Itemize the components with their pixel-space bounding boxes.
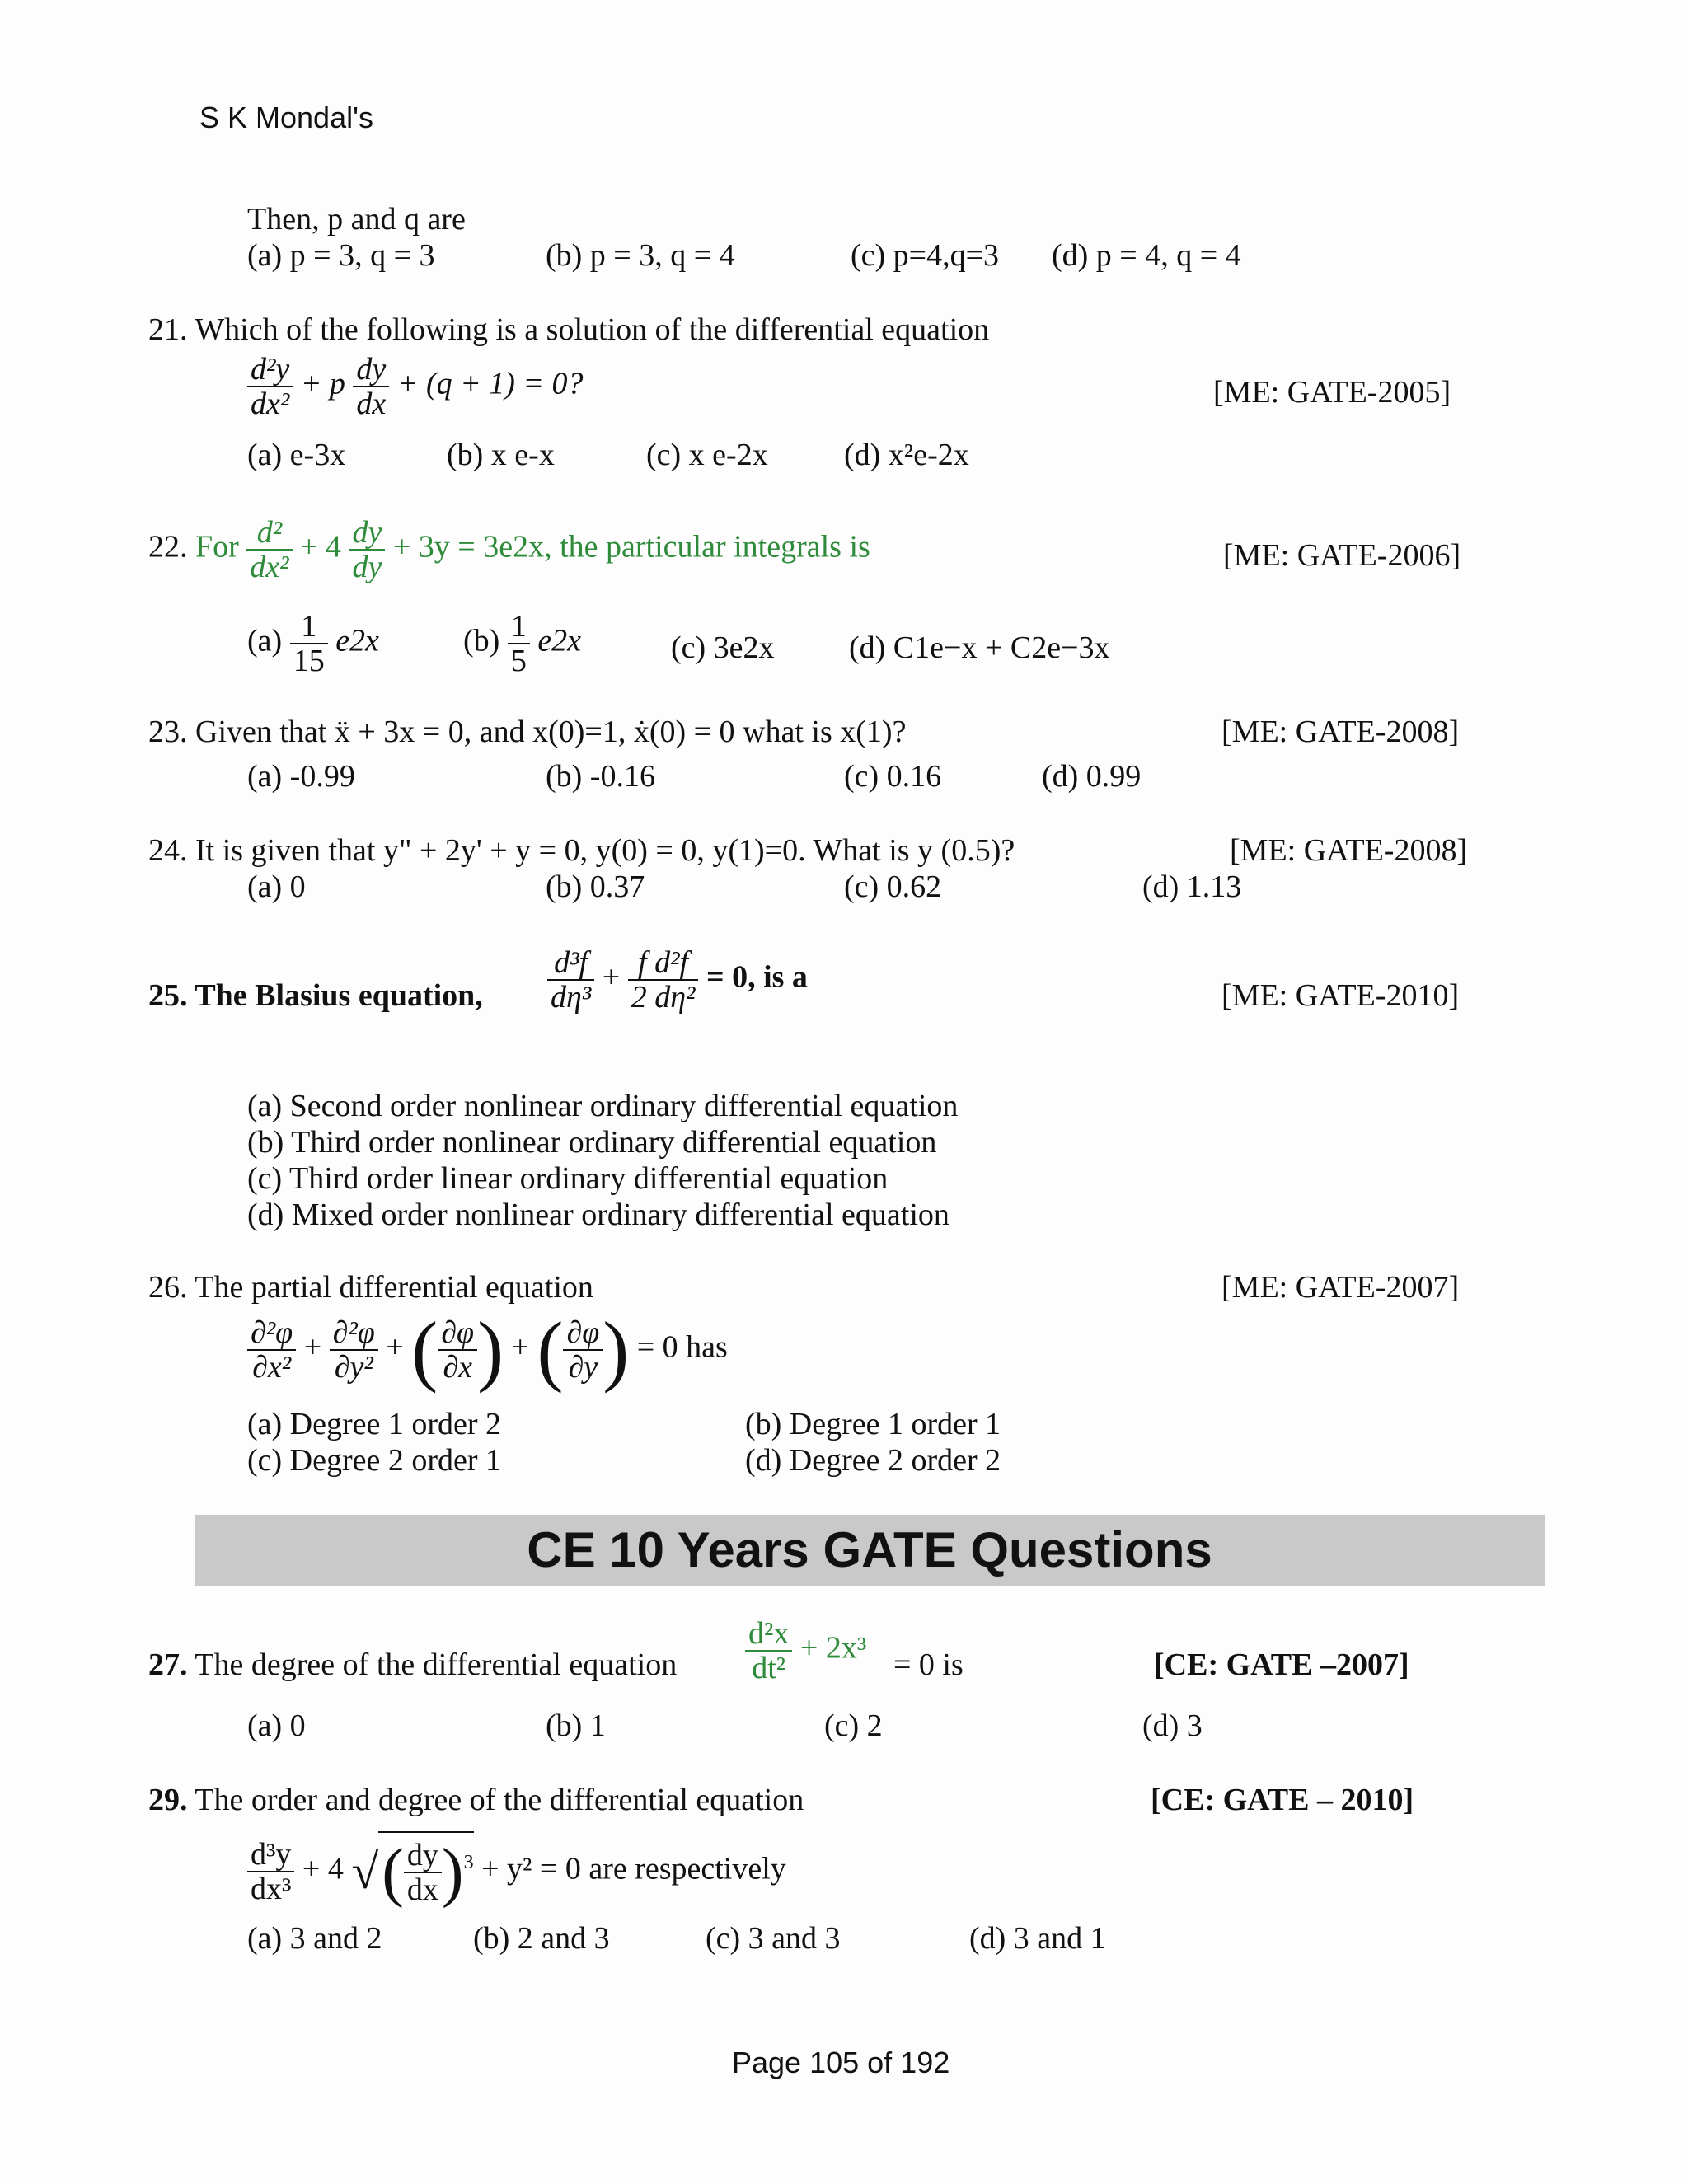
q27-stem: 27. The degree of the differential equation [148, 1647, 678, 1682]
q24-tag: [ME: GATE-2008] [1230, 833, 1468, 868]
q21-equation: $\frac{\text{d²y}}{\text{dx²}}$ + p $\frac{dy}{dx}$ + (q + 1) = 0? [247, 353, 584, 420]
q29-option-b: (b) 2 and 3 [473, 1921, 610, 1956]
q24-option-c: (c) 0.62 [844, 869, 942, 904]
q20-option-b: (b) p = 3, q = 4 [546, 238, 735, 273]
q21-option-c: (c) x e-2x [646, 438, 768, 472]
q23-option-d: (d) 0.99 [1042, 759, 1142, 794]
q24-option-b: (b) 0.37 [546, 869, 645, 904]
q27-option-c: (c) 2 [824, 1708, 883, 1743]
q27-equation: $\frac{\text{d²x}}{\text{dt²}}$ + 2x³ [745, 1617, 866, 1685]
q21-option-a: (a) e-3x [247, 438, 346, 472]
q21-tag: [ME: GATE-2005] [1213, 375, 1451, 410]
q25-stem: 25. The Blasius equation, [148, 978, 483, 1013]
q27-option-d: (d) 3 [1142, 1708, 1203, 1743]
section-banner-title: CE 10 Years GATE Questions [527, 1522, 1212, 1577]
q20-stem: Then, p and q are [247, 202, 466, 237]
q29-tag: [CE: GATE – 2010] [1151, 1783, 1414, 1817]
q20-option-a: (a) p = 3, q = 3 [247, 238, 435, 273]
q22-stem: 22. For $\frac{\text{d²}}{\text{dx²}}$ + 4 $\frac{dy}{dy}$ + 3y = 3e2x, the particular integrals is [148, 515, 870, 584]
q26-option-b: (b) Degree 1 order 1 [745, 1407, 1001, 1441]
q23-option-c: (c) 0.16 [844, 759, 942, 794]
q27-option-b: (b) 1 [546, 1708, 606, 1743]
q29-option-a: (a) 3 and 2 [247, 1921, 382, 1956]
q25-option-b: (b) Third order nonlinear ordinary differential equation [247, 1125, 937, 1160]
q21-stem: 21. Which of the following is a solution of the differential equation [148, 312, 990, 347]
q20-option-c: (c) p=4,q=3 [851, 238, 1000, 273]
q21-option-b: (b) x e-x [447, 438, 555, 472]
q26-tag: [ME: GATE-2007] [1221, 1270, 1460, 1305]
q23-option-b: (b) -0.16 [546, 759, 655, 794]
q23-option-a: (a) -0.99 [247, 759, 355, 794]
q23-tag: [ME: GATE-2008] [1221, 715, 1460, 749]
q26-option-d: (d) Degree 2 order 2 [745, 1443, 1001, 1478]
q26-stem: 26. The partial differential equation [148, 1270, 593, 1305]
q22-option-a: (a) $\frac{1}{15}$ e2x [247, 609, 379, 678]
q22-option-d: (d) C1e−x + C2e−3x [849, 630, 1110, 665]
q27-tag: [CE: GATE –2007] [1154, 1647, 1409, 1682]
q25-option-d: (d) Mixed order nonlinear ordinary differential equation [247, 1197, 950, 1232]
q26-equation: $\frac{\text{∂²φ}}{\text{∂x²}}$ + $\frac{\text{∂²φ}}{\text{∂y²}}$ + ( $\frac{\partial\varphi}{\partial x}$ ) + ( $\frac{\partial\varphi}{\partial y}$ ) = 0 has [247, 1310, 728, 1390]
q25-option-a: (a) Second order nonlinear ordinary differential equation [247, 1089, 959, 1123]
q20-option-d: (d) p = 4, q = 4 [1052, 238, 1241, 273]
section-banner [195, 1515, 1545, 1586]
q27-option-a: (a) 0 [247, 1708, 306, 1743]
page-header-author: S K Mondal's [199, 101, 373, 134]
q25-option-c: (c) Third order linear ordinary differential equation [247, 1161, 889, 1196]
q22-option-c: (c) 3e2x [671, 630, 775, 665]
q26-option-a: (a) Degree 1 order 2 [247, 1407, 502, 1441]
page-footer-number: Page 105 of 192 [732, 2046, 950, 2079]
q23-stem: 23. Given that ẍ + 3x = 0, and x(0)=1, ẋ(0) = 0 what is x(1)? [148, 715, 907, 749]
q25-tag: [ME: GATE-2010] [1221, 978, 1460, 1013]
q22-option-b: (b) $\frac{1}{5}$ e2x [463, 609, 582, 678]
q22-tag: [ME: GATE-2006] [1223, 538, 1461, 573]
q25-equation: $\frac{\text{d³f}}{\text{dη³}}$ + $\frac{\text{f d²f}}{\text{2 dη²}}$ = 0, is a [547, 946, 808, 1014]
q24-option-d: (d) 1.13 [1142, 869, 1242, 904]
q24-stem: 24. It is given that y" + 2y' + y = 0, y(0) = 0, y(1)=0. What is y (0.5)? [148, 833, 1015, 868]
q29-option-c: (c) 3 and 3 [706, 1921, 841, 1956]
q29-option-d: (d) 3 and 1 [969, 1921, 1106, 1956]
q24-option-a: (a) 0 [247, 869, 306, 904]
q26-option-c: (c) Degree 2 order 1 [247, 1443, 502, 1478]
q21-option-d: (d) x²e-2x [844, 438, 969, 472]
q27-equation-tail: = 0 is [893, 1647, 964, 1682]
q29-equation: $\frac{\text{d³y}}{\text{dx³}}$ + 4 √( $\frac{dy}{dx}$ )$^3$ + y² = 0 are respectively [247, 1831, 786, 1912]
q29-stem: 29. The order and degree of the differential equation [148, 1783, 804, 1817]
